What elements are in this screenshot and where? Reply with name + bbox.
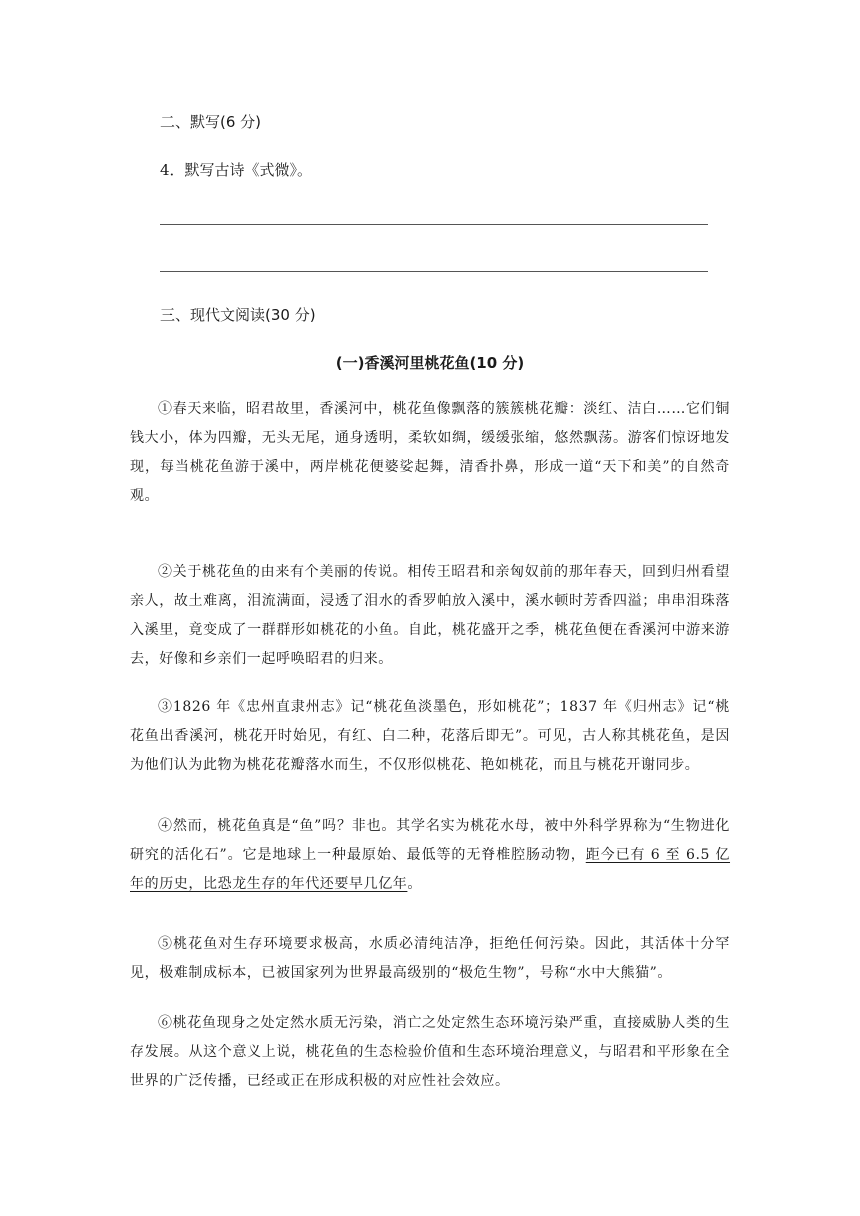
paragraph-5: ⑤桃花鱼对生存环境要求极高，水质必清纯洁净，拒绝任何污染。因此，其活体十分罕见，极难制成标本，已被国家列为世界最高级别的“极危生物”，号称“水中大熊猫”。	[130, 936, 730, 981]
paragraph-1: ①春天来临，昭君故里，香溪河中，桃花鱼像飘落的簇簇桃花瓣：淡红、洁白……它们铜钱大小，体为四瓣，无头无尾，通身透明，柔软如绸，缓缓张缩，悠然飘荡。游客们惊讶地发现，每当桃花鱼游于溪中，两岸桃花便婆娑起舞，清香扑鼻，形成一道“天下和美”的自然奇观。	[130, 401, 730, 504]
paragraph-3: ③1826 年《忠州直隶州志》记“桃花鱼淡墨色，形如桃花”；1837 年《归州志》记“桃花鱼出香溪河，桃花开时始见，有红、白二种，花落后即无”。可见，古人称其桃花鱼，是因为他们认为此物为桃花花瓣落水而生，不仅形似桃花、艳如桃花，而且与桃花开谢同步。	[130, 699, 730, 773]
paragraph-4-text: ④然而，桃花鱼真是“鱼”吗？非也。其学名实为桃花水母，被中外科学界称为“生物进化研究的活化石”。它是地球上一种最原始、最低等的无脊椎腔肠动物，	[130, 818, 730, 863]
paragraph-4-underlined-text: 距今已有 6 至 6.5 亿年的历史，比恐龙生存的年代还要早几亿年	[130, 847, 731, 892]
paragraph-6: ⑥桃花鱼现身之处定然水质无污染，消亡之处定然生态环境污染严重，直接威胁人类的生存发展。从这个意义上说，桃花鱼的生态检验价值和生态环境治理意义，与昭君和平形象在全世界的广泛传播，已经或正在形成积极的对应性社会效应。	[130, 1015, 730, 1089]
answer-line-2[interactable]	[160, 271, 708, 272]
paragraph-4-end: 。	[407, 876, 423, 892]
article-title: (一)香溪河里桃花鱼(10 分)	[335, 354, 525, 372]
answer-line-1[interactable]	[160, 224, 708, 225]
section-2-heading: 二、默写(6 分)	[160, 113, 262, 131]
paragraph-4	[130, 812, 730, 899]
paragraph-2: ②关于桃花鱼的由来有个美丽的传说。相传王昭君和亲匈奴前的那年春天，回到归州看望亲人，故土难离，泪流满面，浸透了泪水的香罗帕放入溪中，溪水顿时芳香四溢；串串泪珠落入溪里，竟变成了一群群形如桃花的小鱼。自此，桃花盛开之季，桃花鱼便在香溪河中游来游去，好像和乡亲们一起呼唤昭君的归来。	[130, 564, 730, 667]
question-4-prompt: 4．默写古诗《式微》。	[160, 161, 313, 179]
section-3-heading: 三、现代文阅读(30 分)	[160, 306, 316, 324]
